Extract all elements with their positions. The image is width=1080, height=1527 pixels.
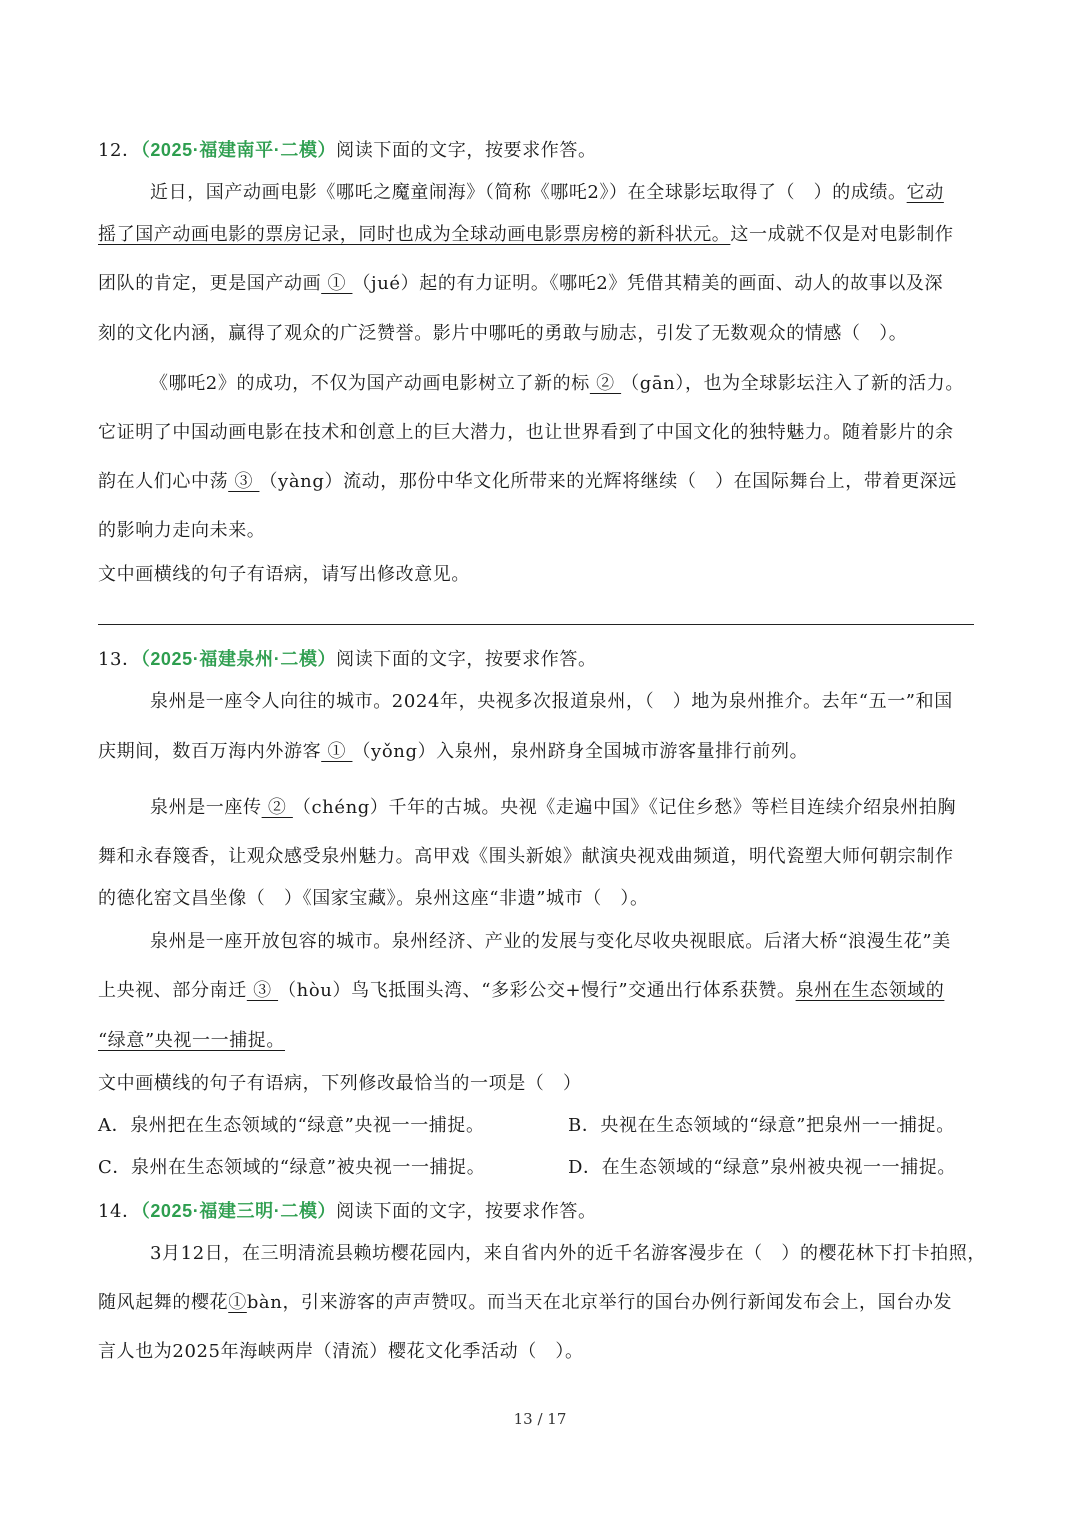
text-run: 韵在人们心中荡 [98, 471, 229, 492]
q12-para1-line3 [98, 271, 988, 297]
q14-para1-line2 [98, 1290, 988, 1316]
text-run: 随风起舞的樱花 [98, 1292, 229, 1313]
text-run: 近日，国产动画电影《哪吒之魔童闹海》（简称《哪吒2》）在全球影坛取得了（ ）的成绩。 [150, 182, 907, 203]
q12-prompt: 阅读下面的文字，按要求作答。 [336, 140, 597, 161]
q12-para2-line1 [150, 371, 988, 397]
q14-prompt: 阅读下面的文字，按要求作答。 [336, 1201, 597, 1222]
q13-para1-line1 [150, 689, 988, 715]
q12-para1-line4 [98, 321, 988, 347]
text-run: 上央视、部分南迁 [98, 980, 247, 1001]
option-a: A．泉州把在生态领域的“绿意”央视一一捕捉。 [98, 1115, 485, 1136]
q12-para1-line2 [98, 222, 988, 248]
q13-para2-line3 [98, 886, 988, 912]
q14-source: （2025·福建三明·二模） [140, 1201, 337, 1221]
text-run: 3月12日，在三明清流县赖坊樱花园内，来自省内外的近千名游客漫步在（ ）的樱花林下打卡拍照， [150, 1243, 986, 1264]
q14-number: 14． [98, 1201, 141, 1222]
text-run: 文中画横线的句子有语病，下列修改最恰当的一项是（ ） [98, 1073, 582, 1094]
option-d: D．在生态领域的“绿意”泉州被央视一一捕捉。 [568, 1157, 957, 1178]
blank-1: ① [321, 273, 353, 294]
blank-1: ① [321, 741, 353, 762]
q12-heading [98, 137, 988, 164]
q12-para1-line1 [150, 180, 988, 206]
text-run: 泉州是一座开放包容的城市。泉州经济、产业的发展与变化尽收央视眼底。后渚大桥“浪漫生花”美 [150, 931, 951, 952]
q14-heading [98, 1198, 988, 1225]
q13-para3-line2 [98, 978, 988, 1004]
text-run: 文中画横线的句子有语病，请写出修改意见。 [98, 564, 470, 585]
q14-para1-line3 [98, 1339, 988, 1365]
text-run: 泉州是一座传 [150, 797, 262, 818]
q12-para2-line2 [98, 420, 988, 446]
text-run: bàn，引来游客的声声赞叹。而当天在北京举行的国台办例行新闻发布会上，国台办发 [246, 1292, 953, 1313]
option-b: B．央视在生态领域的“绿意”把泉州一一捕捉。 [568, 1115, 955, 1136]
q13-number: 13． [98, 649, 141, 670]
q13-para2-line1 [150, 795, 988, 821]
text-run: 舞和永春篾香，让观众感受泉州魅力。高甲戏《围头新娘》献演央视戏曲频道，明代瓷塑大师何朝宗制作 [98, 846, 954, 867]
text-run: 的德化窑文昌坐像（ ）《国家宝藏》。泉州这座“非遗”城市（ ）。 [98, 888, 649, 909]
q13-para2-line2 [98, 844, 988, 870]
text-run: （chéng）千年的古城。央视《走遍中国》《记住乡愁》等栏目连续介绍泉州拍胸 [292, 797, 957, 818]
text-run: （hòu）鸟飞抵围头湾、“多彩公交+慢行”交通出行体系获赞。 [278, 980, 796, 1001]
text-run: （yǒng）入泉州，泉州跻身全国城市游客量排行前列。 [352, 741, 809, 762]
q12-task [98, 562, 988, 588]
q14-para1-line1 [150, 1241, 988, 1267]
q12-para2-line4 [98, 518, 988, 544]
q13-heading [98, 646, 988, 673]
text-run: 泉州是一座令人向往的城市。2024年，央视多次报道泉州，（ ）地为泉州推介。去年“五一”和国 [150, 691, 953, 712]
underlined-sentence: “绿意”央视一一捕捉。 [98, 1030, 286, 1051]
text-run: （yàng）流动，那份中华文化所带来的光辉将继续（ ）在国际舞台上，带着更深远 [259, 471, 957, 492]
q13-prompt: 阅读下面的文字，按要求作答。 [336, 649, 597, 670]
blank-2: ② [261, 797, 293, 818]
blank-1: ① [228, 1292, 247, 1313]
q13-para3-line1 [150, 929, 988, 955]
q13-source: （2025·福建泉州·二模） [140, 649, 337, 669]
text-run: 刻的文化内涵，赢得了观众的广泛赞誉。影片中哪吒的勇敢与励志，引发了无数观众的情感（ ）。 [98, 323, 908, 344]
blank-3: ③ [246, 980, 279, 1001]
q12-source: （2025·福建南平·二模） [140, 140, 337, 160]
text-run: 言人也为2025年海峡两岸（清流）樱花文化季活动（ ）。 [98, 1341, 584, 1362]
underlined-sentence: 泉州在生态领域的 [795, 980, 945, 1001]
answer-line [98, 624, 974, 625]
q13-para1-line2 [98, 739, 988, 765]
blank-3: ③ [228, 471, 260, 492]
text-run: 《哪吒2》的成功，不仅为国产动画电影树立了新的标 [150, 373, 590, 394]
underlined-sentence: 它动 [906, 182, 944, 203]
blank-2: ② [589, 373, 622, 394]
text-run: （gān），也为全球影坛注入了新的活力。 [621, 373, 964, 394]
q12-para2-line3 [98, 469, 988, 495]
text-run: 团队的肯定，更是国产动画 [98, 273, 322, 294]
option-c: C．泉州在生态领域的“绿意”被央视一一捕捉。 [98, 1157, 486, 1178]
text-run: （jué）起的有力证明。《哪吒2》凭借其精美的画面、动人的故事以及深 [352, 273, 944, 294]
text-run: 庆期间，数百万海内外游客 [98, 741, 322, 762]
q12-number: 12． [98, 140, 141, 161]
text-run: 它证明了中国动画电影在技术和创意上的巨大潜力，也让世界看到了中国文化的独特魅力。随着影片的余 [98, 422, 954, 443]
q13-task [98, 1071, 988, 1097]
page-number: 13 / 17 [513, 1410, 567, 1428]
text-run: 的影响力走向未来。 [98, 520, 266, 541]
text-run: 这一成就不仅是对电影制作 [730, 224, 954, 245]
q13-para3-line3 [98, 1028, 988, 1054]
underlined-sentence: 摇了国产动画电影的票房记录，同时也成为全球动画电影票房榜的新科状元。 [98, 224, 731, 245]
